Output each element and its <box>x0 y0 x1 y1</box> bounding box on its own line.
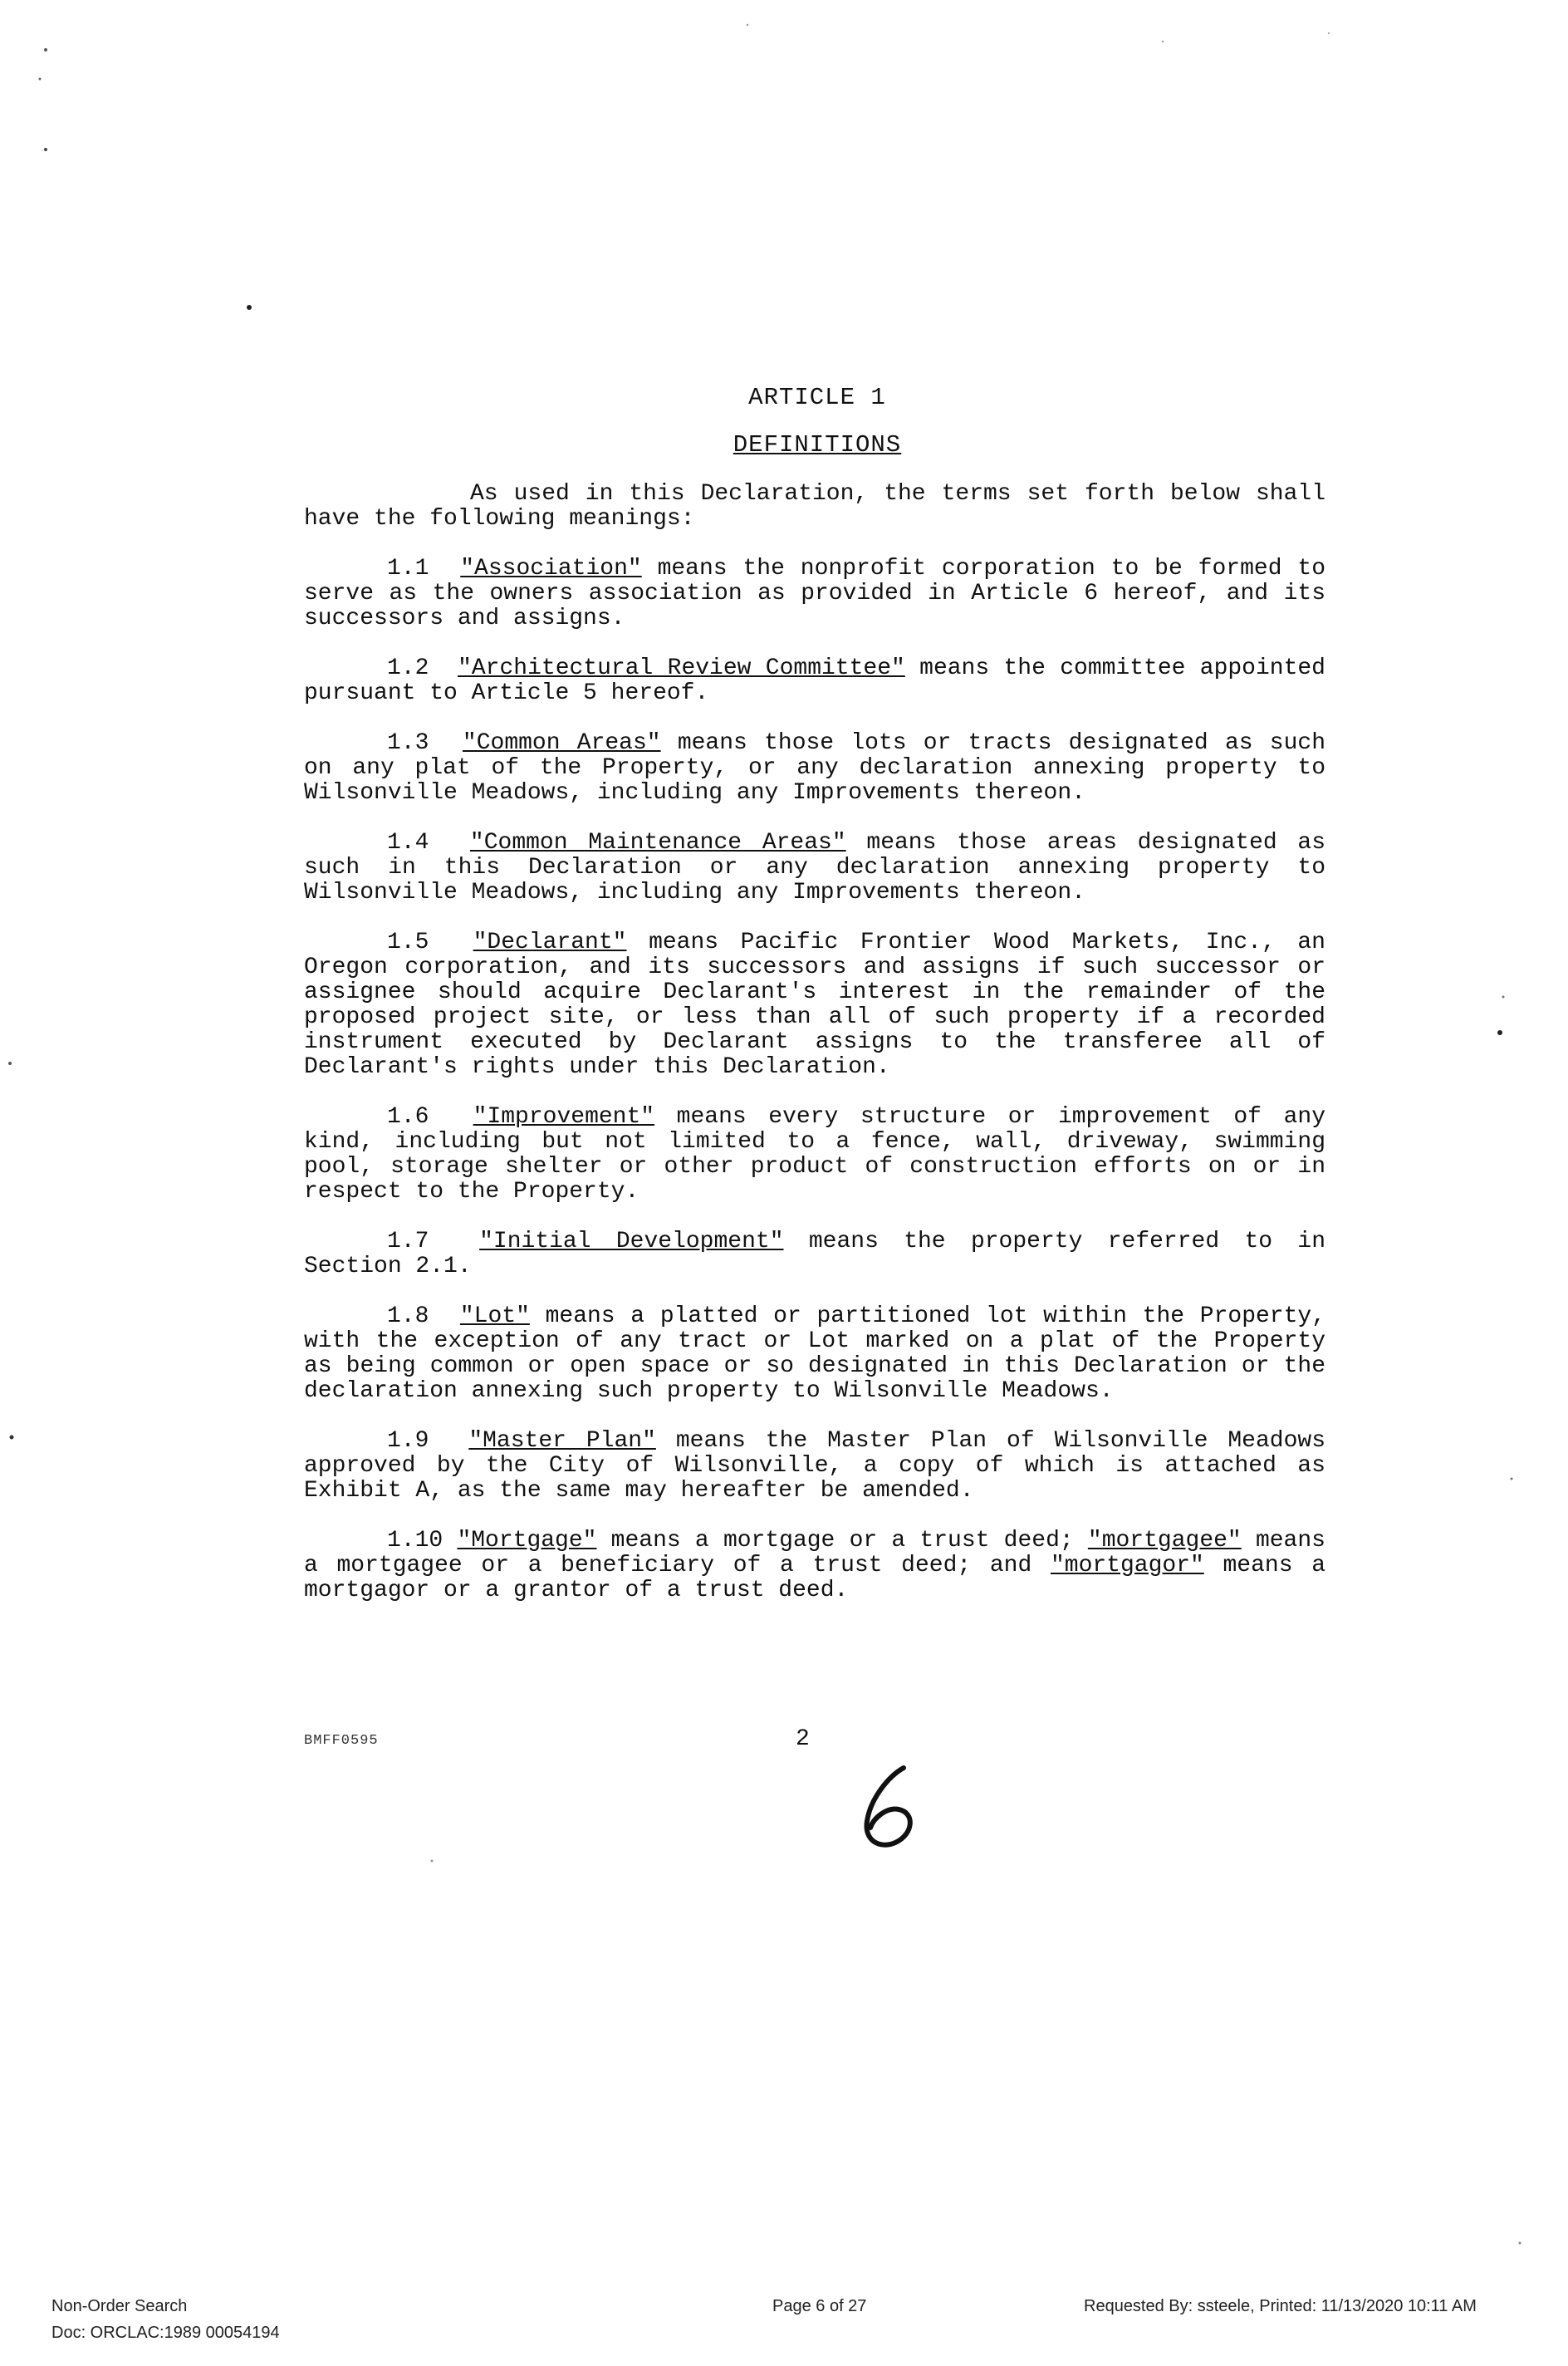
definition-1-8: 1.8 "Lot" means a platted or partitioned lot within the Property, with the exception of any tract or Lot marked on a plat of the Property as being common or open space or so designated in this Declaration or the declaration annexing such property to Wilsonville Meadows. <box>304 1303 1326 1404</box>
page-info-label: Page 6 of 27 <box>772 2297 867 2315</box>
handwritten-page-number <box>855 1761 930 1853</box>
definition-1-3: 1.3 "Common Areas" means those lots or tracts designated as such on any plat of the Property, or any declaration annexing property to Wilsonville Meadows, including any Improvements thereon. <box>304 730 1325 806</box>
intro-paragraph: As used in this Declaration, the terms set forth below shall have the following meanings: <box>304 481 1325 532</box>
definition-term: "Common Areas" <box>462 730 661 756</box>
search-type-label: Non-Order Search <box>51 2297 188 2315</box>
definition-1-9: 1.9 "Master Plan" means the Master Plan of Wilsonville Meadows approved by the City of Wilsonville, a copy of which is attached as Exhibit A, as the same may hereafter be amended. <box>304 1428 1325 1504</box>
definition-term: "Improvement" <box>473 1104 655 1130</box>
definition-term: "Lot" <box>459 1303 530 1329</box>
requested-by-label: Requested By: ssteele, Printed: 11/13/2020 10:11 AM <box>1084 2297 1477 2315</box>
definition-term: "Architectural Review Committee" <box>458 655 905 681</box>
definition-term: "Common Maintenance Areas" <box>469 830 846 856</box>
article-heading: ARTICLE 1 <box>748 384 886 411</box>
document-code: BMFF0595 <box>304 1733 379 1749</box>
definition-term: "Mortgage" <box>457 1528 597 1554</box>
definition-term: "mortgagee" <box>1087 1528 1242 1554</box>
definition-term: "Initial Development" <box>479 1229 784 1254</box>
definition-1-6: 1.6 "Improvement" means every structure or improvement of any kind, including but not limited to a fence, wall, driveway, swimming pool, storage shelter or other product of construction efforts on or in respect to the Property. <box>304 1104 1326 1205</box>
definition-1-1: 1.1 "Association" means the nonprofit corporation to be formed to serve as the owners association as provided in Article 6 hereof, and its successors and assigns. <box>304 556 1326 631</box>
definition-1-4: 1.4 "Common Maintenance Areas" means those areas designated as such in this Declaration or any declaration annexing property to Wilsonville Meadows, including any Improvements thereon. <box>304 830 1326 906</box>
definition-term: "Declarant" <box>473 930 627 955</box>
document-body <box>304 482 1325 1628</box>
definition-term: "Association" <box>460 556 642 582</box>
definition-1-7: 1.7 "Initial Development" means the property referred to in Section 2.1. <box>304 1229 1326 1279</box>
print-status-bar <box>0 2297 1568 2366</box>
definition-1-2: 1.2 "Architectural Review Committee" means the committee appointed pursuant to Article 5 hereof. <box>304 655 1325 706</box>
definition-term: "mortgagor" <box>1050 1553 1204 1578</box>
definitions-heading: DEFINITIONS <box>733 431 902 459</box>
definition-1-5: 1.5 "Declarant" means Pacific Frontier Wood Markets, Inc., an Oregon corporation, and its successors and assigns if such successor or assignee should acquire Declarant's interest in the remainder of the proposed project site, or less than all of such property if a recorded instrument executed by Declarant assigns to the transferee all of Declarant's rights under this Declaration. <box>304 930 1325 1080</box>
page-number: 2 <box>796 1726 810 1752</box>
definition-term: "Master Plan" <box>468 1428 656 1454</box>
definition-1-10: 1.10 "Mortgage" means a mortgage or a trust deed; "mortgagee" means a mortgagee or a beneficiary of a trust deed; and "mortgagor" means a mortgagor or a grantor of a trust deed. <box>304 1528 1325 1603</box>
doc-id-label: Doc: ORCLAC:1989 00054194 <box>51 2324 280 2342</box>
